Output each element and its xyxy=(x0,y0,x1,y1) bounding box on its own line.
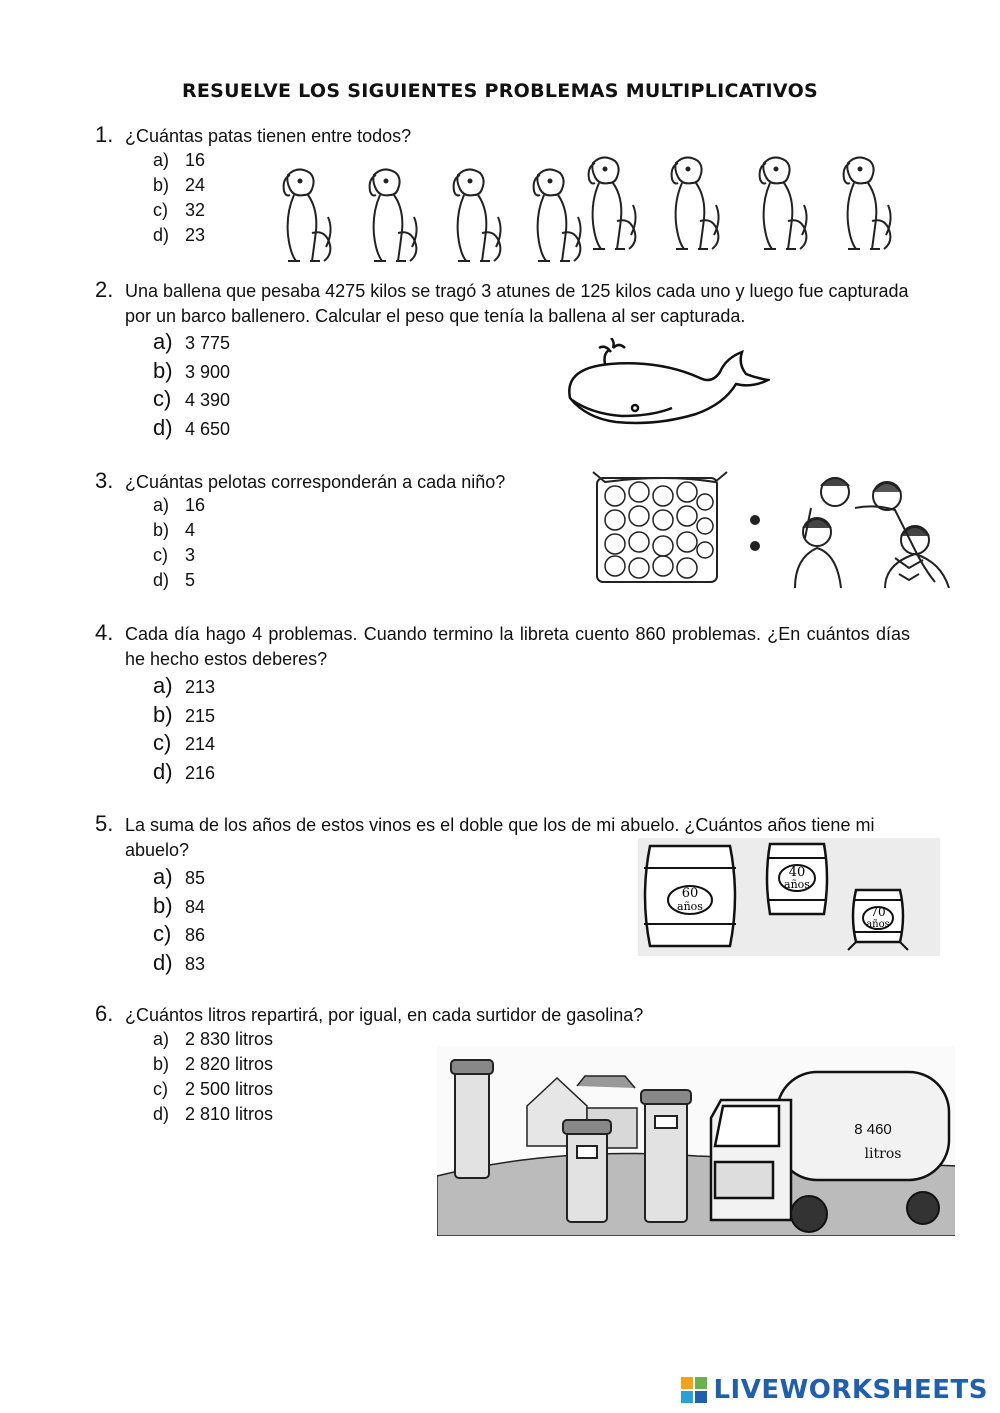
option-b[interactable]: b) 84 xyxy=(153,892,206,918)
option-b[interactable]: b) 215 xyxy=(153,701,216,727)
option-b[interactable]: b) 4 xyxy=(153,520,196,540)
question-text: ¿Cuántas pelotas corresponderán a cada niño? xyxy=(125,472,506,492)
options-q4 xyxy=(153,673,215,787)
worksheet-title: RESUELVE LOS SIGUIENTES PROBLEMAS MULTIPLICATIVOS xyxy=(181,80,819,102)
dogs-illustration xyxy=(270,145,900,263)
question-number: 6. xyxy=(95,1001,114,1026)
balls-and-children-illustration xyxy=(585,462,955,590)
liveworksheets-brand: LIVEWORKSHEETS xyxy=(713,1375,988,1405)
question-text: ¿Cuántos litros repartirá, por igual, en cada surtidor de gasolina? xyxy=(125,1005,644,1025)
barrel-60-unit: años xyxy=(677,900,703,913)
options-q6 xyxy=(153,1029,273,1129)
option-d[interactable]: d) 83 xyxy=(153,949,206,975)
options-q1 xyxy=(153,150,205,250)
question-number: 2. xyxy=(95,277,114,302)
question-number: 1. xyxy=(95,122,114,147)
question-number: 3. xyxy=(95,468,114,493)
question-text: La suma de los años de estos vinos es el doble que los de mi abuelo. ¿Cuántos años tiene mi abuelo? xyxy=(125,815,875,860)
option-d[interactable]: d) 4 650 xyxy=(153,414,231,440)
options-q3 xyxy=(153,495,205,595)
truck-unit: litros xyxy=(864,1146,902,1162)
option-d[interactable]: d) 216 xyxy=(153,758,216,784)
option-b[interactable]: b) 3 900 xyxy=(153,357,231,383)
barrel-40-years: 40 xyxy=(788,865,806,880)
whale-illustration xyxy=(560,338,770,442)
option-d[interactable]: d) 23 xyxy=(153,225,206,245)
option-a[interactable]: a) 3 775 xyxy=(153,329,231,354)
option-a[interactable]: a) 16 xyxy=(153,150,206,170)
option-c[interactable]: c) 4 390 xyxy=(153,386,231,411)
options-q5 xyxy=(153,864,205,978)
question-number: 5. xyxy=(95,811,114,836)
barrel-70-years: 70 xyxy=(870,905,886,919)
gas-station-truck-illustration xyxy=(437,1046,955,1236)
barrel-40-unit: años xyxy=(784,878,810,891)
question-text: Una ballena que pesaba 4275 kilos se tragó 3 atunes de 125 kilos cada uno y luego fue capturada por un barco ballenero. Calcular el peso que tenía la ballena al ser capturada. xyxy=(125,281,909,326)
barrel-70-unit: años xyxy=(866,919,890,930)
truck-amount: 8 460 xyxy=(854,1121,892,1138)
liveworksheets-logo[interactable] xyxy=(681,1375,988,1405)
question-text: Cada día hago 4 problemas. Cuando termino la libreta cuento 860 problemas. ¿En cuántos días he hecho estos deberes? xyxy=(125,624,910,669)
option-c[interactable]: c) 86 xyxy=(153,921,206,946)
option-a[interactable]: a) 2 830 litros xyxy=(153,1029,274,1049)
option-a[interactable]: a) 16 xyxy=(153,495,206,515)
wine-barrels-illustration xyxy=(638,838,940,956)
option-a[interactable]: a) 85 xyxy=(153,864,206,889)
option-b[interactable]: b) 2 820 litros xyxy=(153,1054,274,1074)
question-number: 4. xyxy=(95,620,114,645)
option-c[interactable]: c) 214 xyxy=(153,730,216,755)
question-6 xyxy=(95,1003,910,1028)
liveworksheets-icon xyxy=(681,1377,707,1403)
option-a[interactable]: a) 213 xyxy=(153,673,216,698)
option-d[interactable]: d) 2 810 litros xyxy=(153,1104,274,1124)
option-c[interactable]: c) 32 xyxy=(153,200,206,220)
question-4 xyxy=(95,622,910,672)
option-c[interactable]: c) 2 500 litros xyxy=(153,1079,274,1099)
option-c[interactable]: c) 3 xyxy=(153,545,196,565)
barrel-60-years: 60 xyxy=(681,886,699,901)
question-text: ¿Cuántas patas tienen entre todos? xyxy=(125,126,412,146)
option-d[interactable]: d) 5 xyxy=(153,570,196,590)
option-b[interactable]: b) 24 xyxy=(153,175,206,195)
options-q2 xyxy=(153,329,230,443)
question-2 xyxy=(95,279,910,329)
